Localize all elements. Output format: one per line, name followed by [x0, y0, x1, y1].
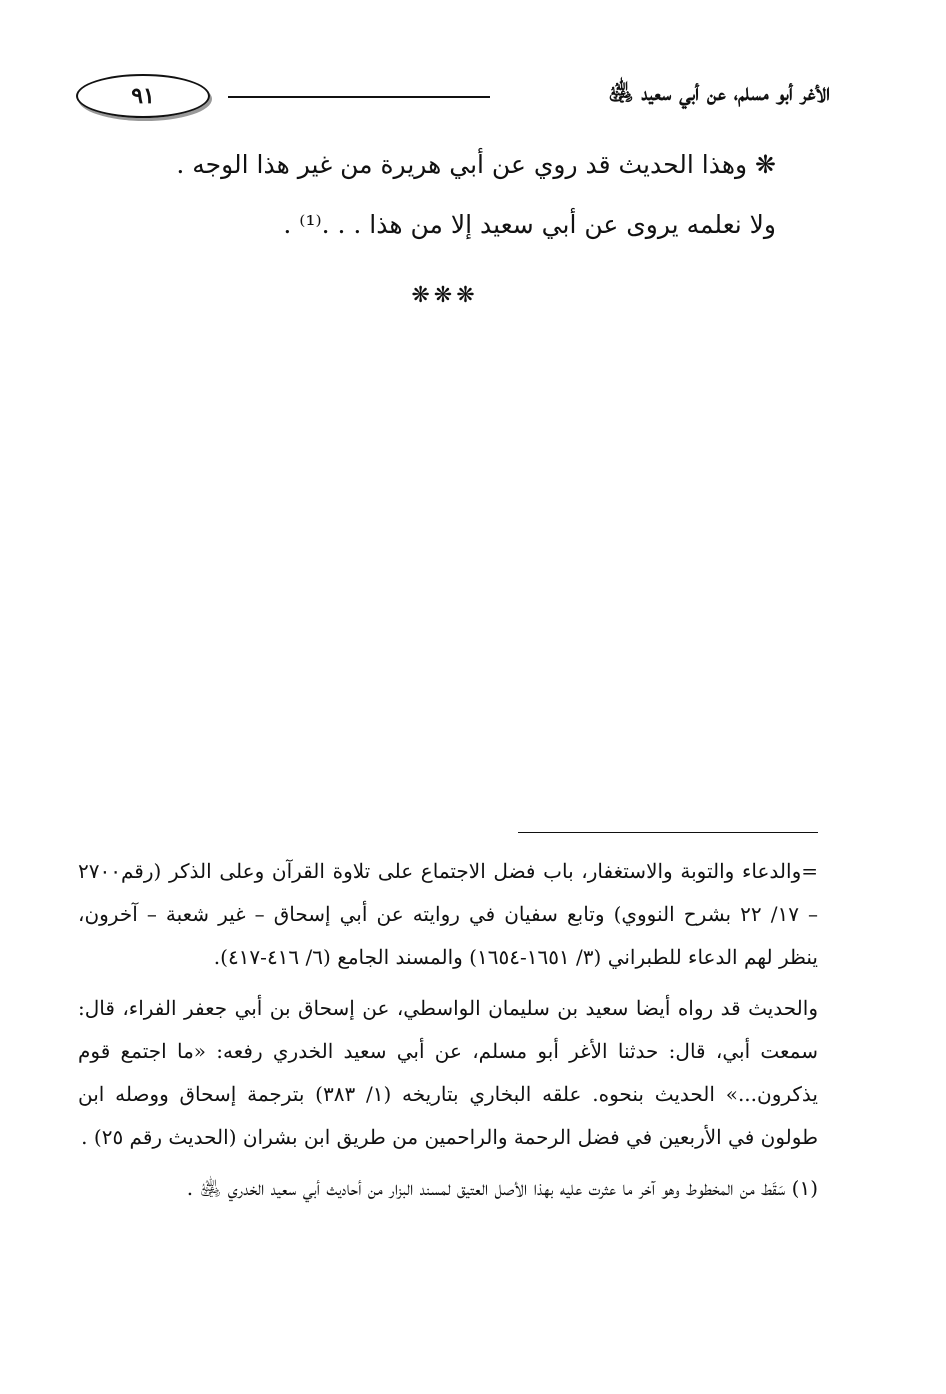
footnote-rule	[518, 832, 818, 833]
running-title: الأغر أبو مسلم، عن أبي سعيد ﵁	[608, 79, 830, 106]
body-line-2: ولا نعلمه يروى عن أبي سعيد إلا من هذا . . .⁽¹⁾ .	[283, 210, 776, 239]
section-separator: ❋❋❋	[411, 283, 479, 308]
header-rule	[228, 96, 490, 98]
page-number: ٩١	[131, 83, 155, 109]
footnotes	[78, 850, 818, 1210]
page-number-badge	[76, 74, 210, 118]
footnote-continued: =والدعاء والتوبة والاستغفار، باب فضل الاجتماع على تلاوة القرآن وعلى الذكر (رقم٢٧٠٠ – ١٧/ ٢٢ بشرح النووي) وتابع سفيان في روايته عن أبي إسحاق – غير شعبة – آخرون، ينظر لهم الدعاء للطبراني (٣/ ١٦٥١-١٦٥٤) والمسند الجامع (٦/ ٤١٦-٤١٧).	[78, 859, 818, 969]
footnote-1: (١) سَقَط من المخطوط وهو آخر ما عثرت عليه بهذا الأصل العتيق لمسند البزار من أحاديث أبي سعيد الخدري ﵁ .	[186, 1176, 818, 1200]
footnote-paragraph: والحديث قد رواه أيضا سعيد بن سليمان الواسطي، عن إسحاق بن أبي جعفر الفراء، قال: سمعت أبي، قال: حدثنا الأغر أبو مسلم، عن أبي سعيد الخدري رفعه: «ما اجتمع قوم يذكرون...» الحديث بنحوه. علقه البخاري بتاريخه (١/ ٣٨٣) بترجمة إسحاق ووصله ابن طولون في الأربعين في فضل الرحمة والراحمين من طريق ابن بشران (الحديث رقم ٢٥) .	[78, 996, 818, 1149]
page-header	[60, 62, 830, 122]
body-line-1: ❋ وهذا الحديث قد روي عن أبي هريرة من غير هذا الوجه .	[176, 150, 776, 179]
